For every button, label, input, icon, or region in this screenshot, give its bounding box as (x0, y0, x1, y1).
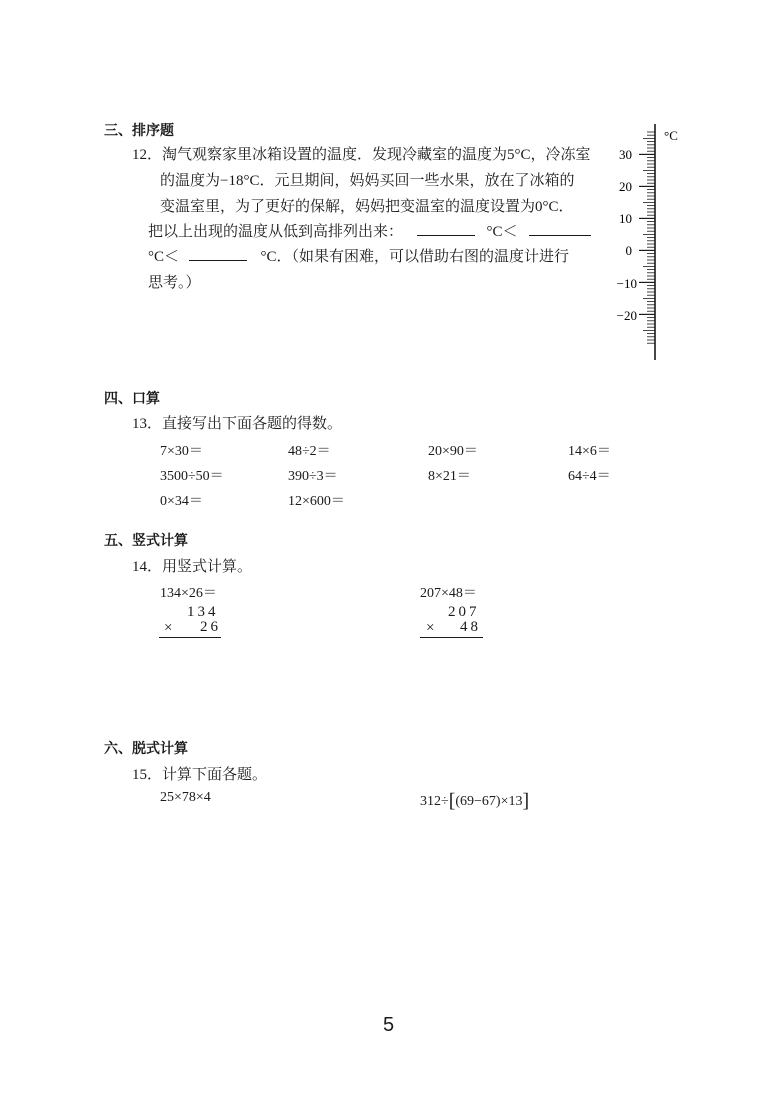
answer-blank-2[interactable] (529, 235, 591, 236)
vertical-calc-2-bottom: 48 (460, 619, 481, 635)
vertical-calc-1-expression: 134×26＝ (160, 586, 217, 601)
thermometer-label-0: 0 (625, 243, 632, 258)
question-12-line-2: 的温度为−18°C．元旦期间，妈妈买回一些水果，放在了冰箱的 (160, 173, 575, 189)
question-12-instruction: 把以上出现的温度从低到高排列出来： (148, 224, 404, 240)
vertical-calc-2-operator: × (426, 620, 435, 636)
oral-calc-3-1: 0×34＝ (160, 494, 203, 509)
thermometer-label-30: 30 (619, 147, 632, 162)
thermometer-label-20: 20 (619, 179, 632, 194)
question-12-hint: °C．（如果有困难，可以借助右图的温度计进行 (260, 249, 570, 265)
vertical-calc-2-top: 207 (448, 604, 480, 620)
unit-less-than-1: °C＜ (486, 224, 518, 240)
vertical-calc-1-top: 134 (187, 604, 219, 620)
oral-calc-3-2: 12×600＝ (288, 494, 345, 509)
question-12-line-1: 12．淘气观察家里冰箱设置的温度．发现冷藏室的温度为5°C，冷冻室 (132, 147, 591, 163)
question-12-line-4 (148, 220, 591, 241)
section-5-heading: 五、竖式计算 (104, 533, 188, 549)
question-13-prompt: 13．直接写出下面各题的得数。 (132, 416, 343, 432)
vertical-calc-1-bottom: 26 (200, 619, 221, 635)
oral-calc-1-3: 20×90＝ (428, 444, 478, 459)
thermometer-icon (600, 118, 690, 364)
step-calc-2-inner: (69−67)×13 (455, 794, 523, 809)
vertical-calc-2-line (420, 637, 483, 638)
question-12-line-3: 变温室里，为了更好的保解，妈妈把变温室的温度设置为0°C． (160, 199, 574, 215)
right-bracket-icon: ] (522, 790, 530, 812)
question-12-line-5 (148, 245, 569, 266)
oral-calc-1-2: 48÷2＝ (288, 444, 331, 459)
step-calc-2-prefix: 312÷ (420, 794, 449, 809)
answer-blank-3[interactable] (189, 260, 247, 261)
thermometer-label-minus-20: −20 (616, 308, 637, 323)
oral-calc-2-1: 3500÷50＝ (160, 469, 224, 484)
section-6-heading: 六、脱式计算 (104, 741, 188, 757)
thermometer-ticks (639, 132, 655, 343)
thermometer-label-minus-10: −10 (616, 276, 637, 291)
left-bracket-icon: [ (448, 790, 456, 812)
page-number: 5 (383, 1014, 395, 1036)
question-15-prompt: 15．计算下面各题。 (132, 767, 268, 783)
question-12-line-6: 思考。） (148, 275, 201, 291)
thermometer-label-10: 10 (619, 211, 632, 226)
step-calc-2 (420, 790, 529, 813)
section-4-heading: 四、口算 (104, 391, 160, 407)
oral-calc-1-1: 7×30＝ (160, 444, 203, 459)
oral-calc-1-4: 14×6＝ (568, 444, 611, 459)
thermometer-unit: °C (664, 128, 678, 143)
vertical-calc-1-line (159, 637, 221, 638)
oral-calc-2-4: 64÷4＝ (568, 469, 611, 484)
vertical-calc-2-expression: 207×48＝ (420, 586, 477, 601)
oral-calc-2-3: 8×21＝ (428, 469, 471, 484)
unit-less-than-2: °C＜ (148, 249, 180, 265)
section-3-heading: 三、排序题 (104, 123, 174, 139)
oral-calc-2-2: 390÷3＝ (288, 469, 338, 484)
answer-blank-1[interactable] (417, 235, 475, 236)
vertical-calc-1-operator: × (164, 620, 173, 636)
step-calc-1: 25×78×4 (160, 790, 211, 805)
question-14-prompt: 14．用竖式计算。 (132, 559, 253, 575)
